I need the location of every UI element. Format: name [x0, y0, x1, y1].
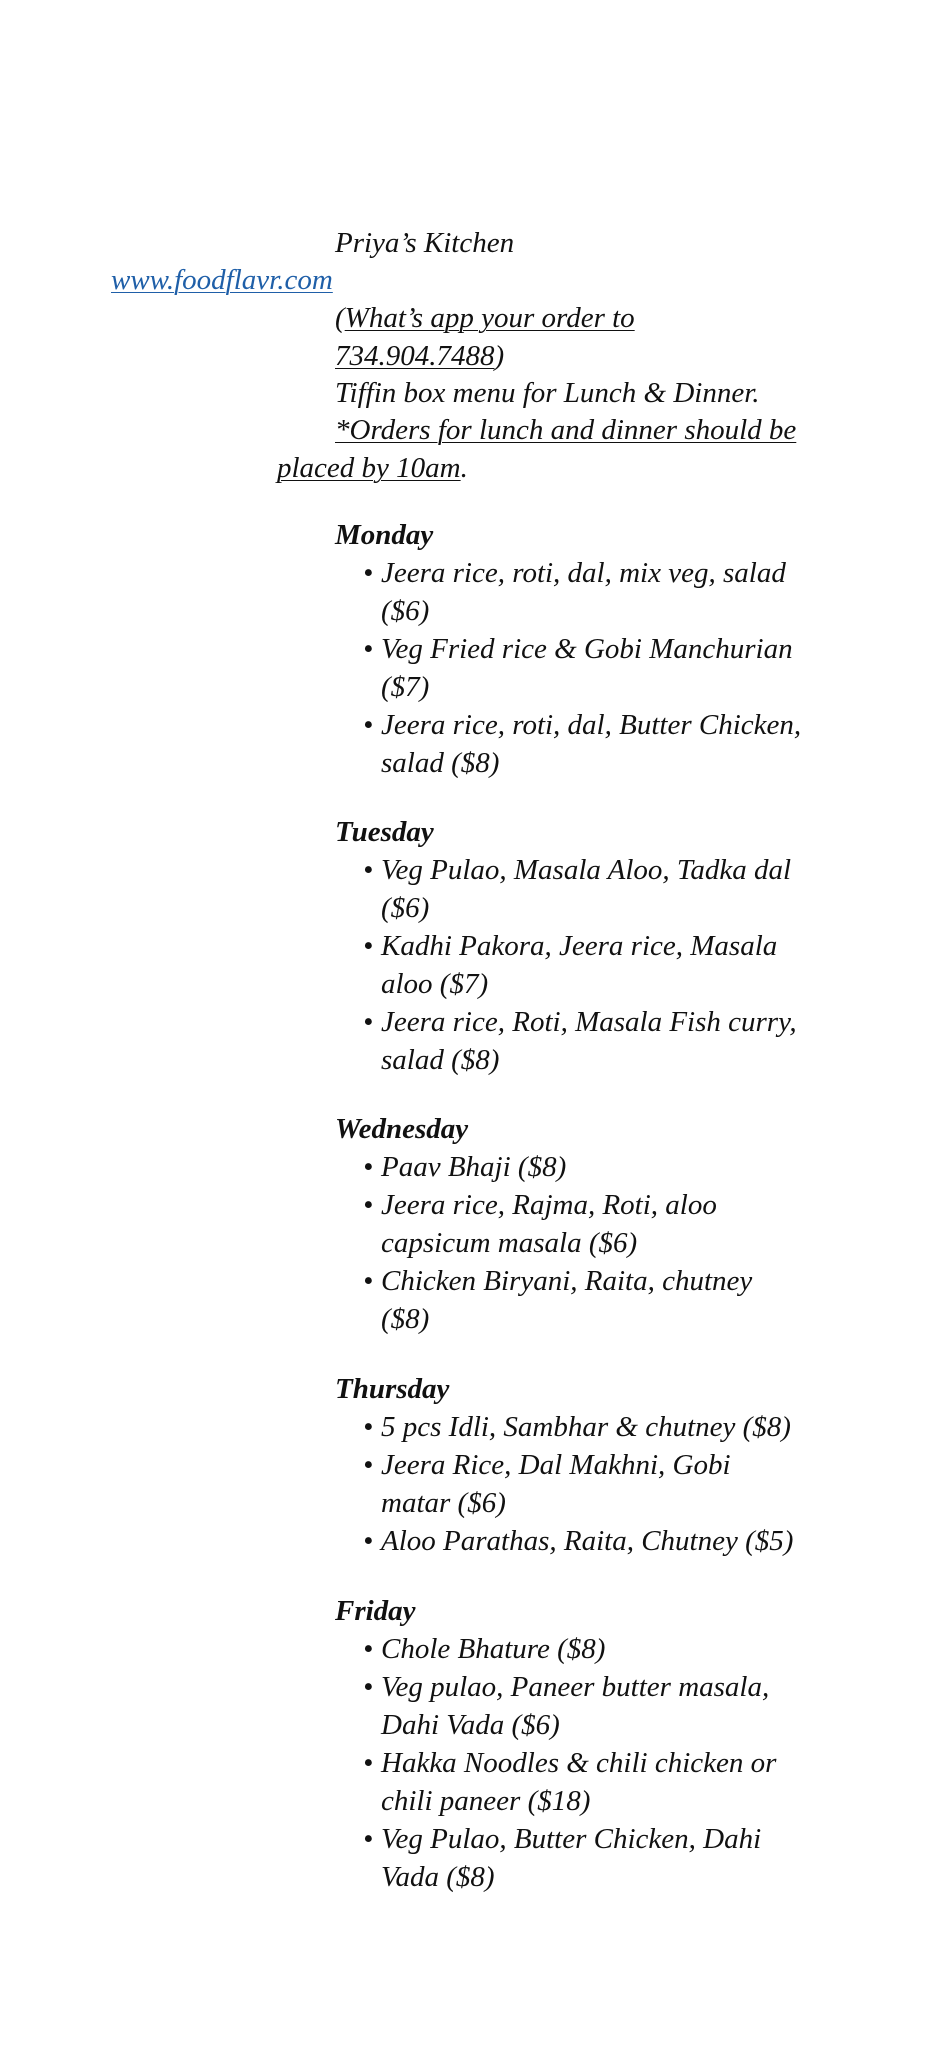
item-line-2: salad ($8) [381, 1044, 500, 1076]
item-line-1: Hakka Noodles & chili chicken or [381, 1747, 777, 1779]
deadline-text-2: placed by 10am [277, 452, 461, 484]
bullet-glyph: • [363, 1823, 374, 1855]
order-close-paren: ) [494, 340, 505, 372]
bullet-glyph: • [363, 1189, 374, 1221]
item-line-1: Aloo Parathas, Raita, Chutney ($5) [381, 1525, 794, 1557]
list-item [335, 554, 855, 630]
day-heading-tuesday: Tuesday [335, 816, 434, 848]
list-item [335, 1262, 855, 1338]
list-item [335, 1522, 855, 1560]
order-instruction-text: What’s app your order to [344, 302, 635, 334]
bullet-glyph: • [363, 557, 374, 589]
item-line-1: 5 pcs Idli, Sambhar & chutney ($8) [381, 1411, 791, 1443]
monday-item-list [335, 554, 855, 782]
item-line-1: Jeera Rice, Dal Makhni, Gobi [381, 1449, 731, 1481]
day-heading-monday: Monday [335, 519, 434, 551]
bullet-glyph: • [363, 1747, 374, 1779]
item-line-2: ($6) [381, 892, 430, 924]
phone-number[interactable]: 734.904.7488 [335, 340, 495, 372]
kitchen-title: Priya’s Kitchen [335, 227, 515, 259]
order-line-1 [335, 299, 635, 337]
item-line-1: Jeera rice, Rajma, Roti, aloo [381, 1189, 717, 1221]
website-link[interactable]: www.foodflavr.com [111, 264, 333, 296]
list-item [335, 1446, 855, 1522]
deadline-period: . [460, 452, 468, 484]
item-line-1: Jeera rice, Roti, Masala Fish curry, [381, 1006, 797, 1038]
day-heading-thursday: Thursday [335, 1373, 450, 1405]
menu-heading: Tiffin box menu for Lunch & Dinner. [335, 377, 760, 409]
website-line [111, 261, 333, 299]
item-line-2: Dahi Vada ($6) [381, 1709, 560, 1741]
bullet-glyph: • [363, 1525, 374, 1557]
friday-item-list [335, 1630, 855, 1896]
list-item [335, 1630, 855, 1668]
item-line-1: Jeera rice, roti, dal, Butter Chicken, [381, 709, 802, 741]
list-item [335, 1186, 855, 1262]
list-item [335, 630, 855, 706]
item-line-1: Veg Pulao, Butter Chicken, Dahi [381, 1823, 762, 1855]
item-line-2: salad ($8) [381, 747, 500, 779]
item-line-1: Veg Fried rice & Gobi Manchurian [381, 633, 793, 665]
item-line-2: aloo ($7) [381, 968, 489, 1000]
bullet-glyph: • [363, 709, 374, 741]
list-item [335, 927, 855, 1003]
list-item [335, 1668, 855, 1744]
bullet-glyph: • [363, 633, 374, 665]
item-line-2: matar ($6) [381, 1487, 506, 1519]
item-line-1: Veg pulao, Paneer butter masala, [381, 1671, 770, 1703]
item-line-2: ($8) [381, 1303, 430, 1335]
item-line-1: Chicken Biryani, Raita, chutney [381, 1265, 753, 1297]
list-item [335, 1003, 855, 1079]
item-line-1: Kadhi Pakora, Jeera rice, Masala [381, 930, 778, 962]
bullet-glyph: • [363, 1633, 374, 1665]
list-item [335, 706, 855, 782]
item-line-2: capsicum masala ($6) [381, 1227, 638, 1259]
item-line-1: Veg Pulao, Masala Aloo, Tadka dal [381, 854, 792, 886]
deadline-text-1: *Orders for lunch and dinner should be [335, 414, 797, 446]
item-line-2: ($6) [381, 595, 430, 627]
thursday-item-list [335, 1408, 855, 1560]
deadline-line-1 [335, 411, 796, 449]
list-item [335, 1820, 855, 1896]
item-line-1: Jeera rice, roti, dal, mix veg, salad [381, 557, 786, 589]
item-line-1: Chole Bhature ($8) [381, 1633, 606, 1665]
list-item [335, 1148, 855, 1186]
bullet-glyph: • [363, 1265, 374, 1297]
list-item [335, 851, 855, 927]
bullet-glyph: • [363, 1411, 374, 1443]
deadline-line-2 [277, 449, 468, 487]
list-item [335, 1408, 855, 1446]
bullet-glyph: • [363, 1151, 374, 1183]
wednesday-item-list [335, 1148, 855, 1338]
item-line-2: Vada ($8) [381, 1861, 495, 1893]
order-open-paren: ( [335, 302, 345, 334]
tuesday-item-list [335, 851, 855, 1079]
bullet-glyph: • [363, 1449, 374, 1481]
item-line-1: Paav Bhaji ($8) [381, 1151, 567, 1183]
day-heading-friday: Friday [335, 1595, 416, 1627]
order-line-2 [335, 337, 504, 375]
item-line-2: ($7) [381, 671, 430, 703]
bullet-glyph: • [363, 1671, 374, 1703]
bullet-glyph: • [363, 930, 374, 962]
day-heading-wednesday: Wednesday [335, 1113, 469, 1145]
item-line-2: chili paneer ($18) [381, 1785, 591, 1817]
list-item [335, 1744, 855, 1820]
bullet-glyph: • [363, 854, 374, 886]
bullet-glyph: • [363, 1006, 374, 1038]
